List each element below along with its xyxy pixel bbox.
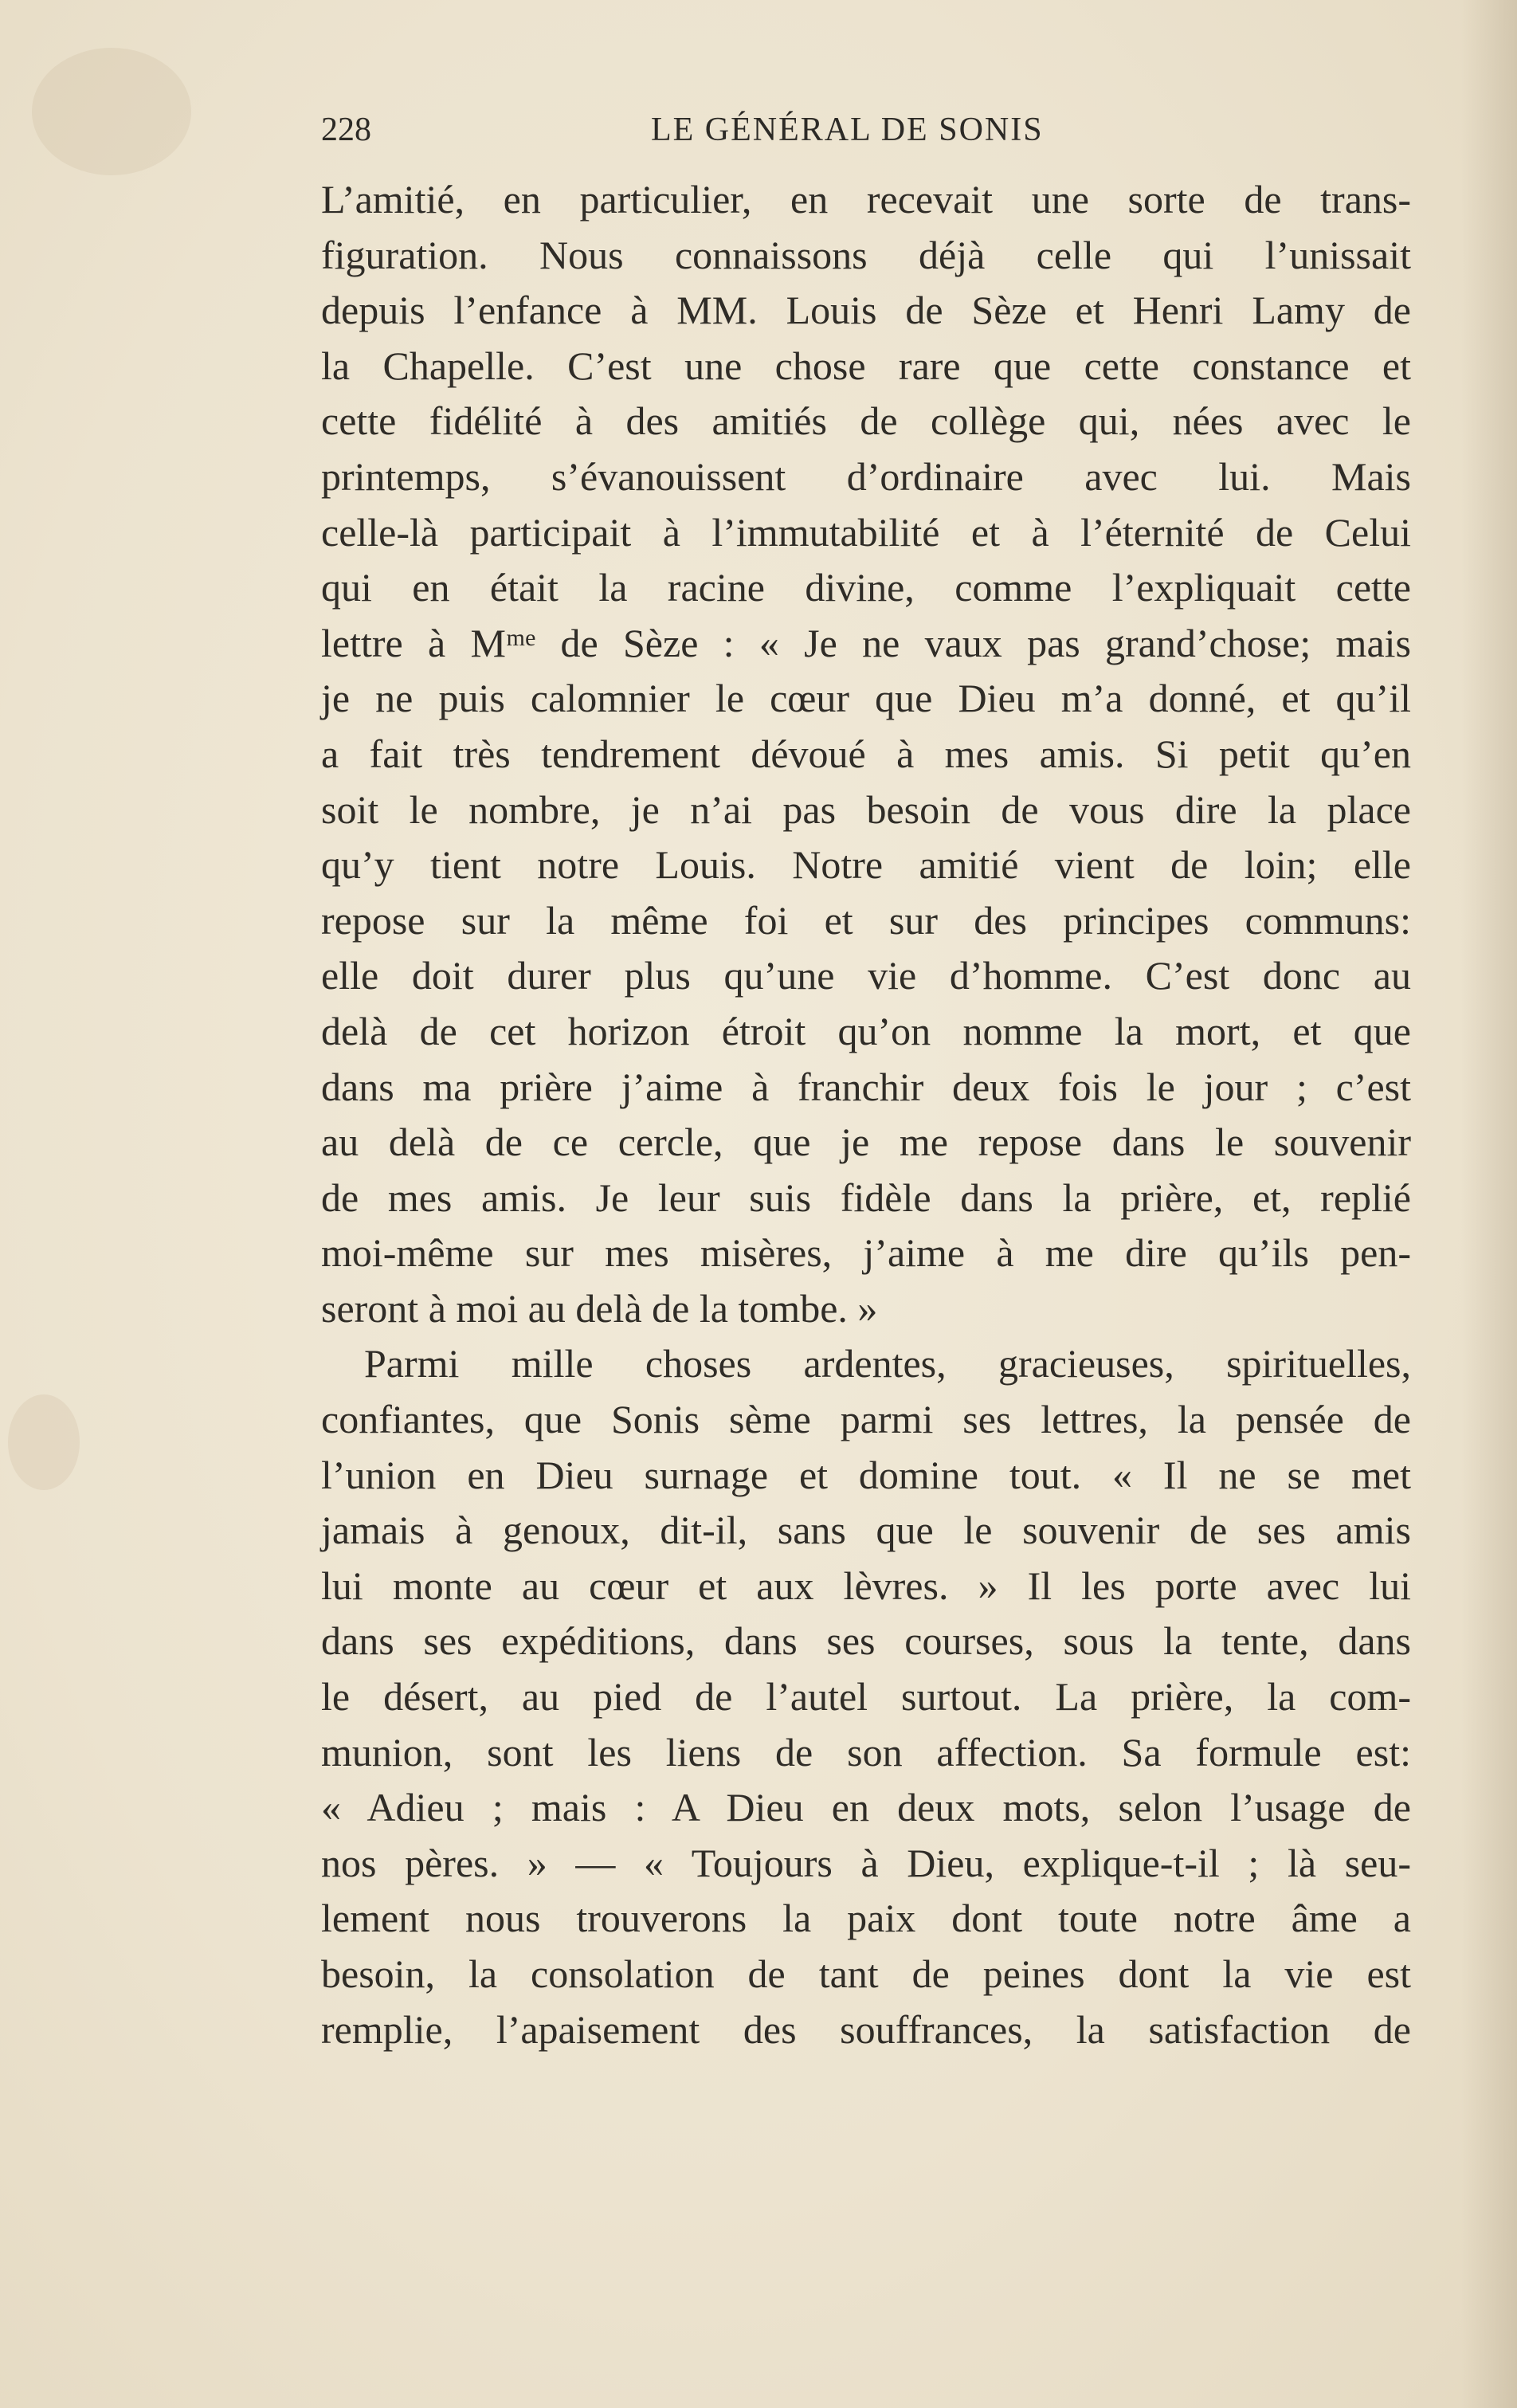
text-line: cette fidélité à des amitiés de collège qui, nées avec le <box>321 398 1411 444</box>
paper-stain <box>8 1394 80 1490</box>
text-line: dans ma prière j’aime à franchir deux fois le jour ; c’est <box>321 1064 1411 1109</box>
text-line: a fait très tendrement dévoué à mes amis. Si petit qu’en <box>321 731 1411 776</box>
text-line: dans ses expéditions, dans ses courses, sous la tente, dans <box>321 1618 1411 1664</box>
paper-stain <box>32 48 191 175</box>
text-line: lement nous trouverons la paix dont toute notre âme a <box>321 1896 1411 1941</box>
text-line: lettre à Mᵐᵉ de Sèze : « Je ne vaux pas grand’chose; mais <box>321 620 1411 665</box>
body-text <box>321 172 1411 2057</box>
text-line: je ne puis calomnier le cœur que Dieu m’a donné, et qu’il <box>321 676 1411 721</box>
text-line: repose sur la même foi et sur des principes communs: <box>321 897 1411 943</box>
text-line: jamais à genoux, dit-il, sans que le souvenir de ses amis <box>321 1508 1411 1553</box>
text-line: qui en était la racine divine, comme l’expliquait cette <box>321 565 1411 610</box>
text-line: elle doit durer plus qu’une vie d’homme. C’est donc au <box>321 953 1411 998</box>
text-line: « Adieu ; mais : A Dieu en deux mots, selon l’usage de <box>321 1785 1411 1830</box>
text-line: moi-même sur mes misères, j’aime à me dire qu’ils pen- <box>321 1230 1411 1276</box>
text-line: de mes amis. Je leur suis fidèle dans la prière, et, replié <box>321 1175 1411 1220</box>
text-line: celle-là participait à l’immutabilité et à l’éternité de Celui <box>321 509 1411 555</box>
text-line: la Chapelle. C’est une chose rare que cette constance et <box>321 343 1411 388</box>
running-title: LE GÉNÉRAL DE SONIS <box>651 112 1044 148</box>
text-line: au delà de ce cercle, que je me repose dans le souvenir <box>321 1120 1411 1165</box>
text-line: lui monte au cœur et aux lèvres. » Il les porte avec lui <box>321 1563 1411 1608</box>
text-line: figuration. Nous connaissons déjà celle qui l’unissait <box>321 232 1411 277</box>
text-line: munion, sont les liens de son affection. Sa formule est: <box>321 1729 1411 1775</box>
text-line: printemps, s’évanouissent d’ordinaire avec lui. Mais <box>321 453 1411 499</box>
text-line: L’amitié, en particulier, en recevait une sorte de trans- <box>321 177 1411 222</box>
text-line: confiantes, que Sonis sème parmi ses lettres, la pensée de <box>321 1397 1411 1442</box>
text-line: remplie, l’apaisement des souffrances, la satisfaction de <box>321 2006 1411 2052</box>
text-line: le désert, au pied de l’autel surtout. La prière, la com- <box>321 1674 1411 1720</box>
text-line: nos pères. » — « Toujours à Dieu, explique-t-il ; là seu- <box>321 1840 1411 1885</box>
running-header <box>321 102 1411 158</box>
text-line: Parmi mille choses ardentes, gracieuses, spirituelles, <box>364 1341 1411 1386</box>
text-line: depuis l’enfance à MM. Louis de Sèze et Henri Lamy de <box>321 288 1411 333</box>
page-number: 228 <box>321 112 371 148</box>
text-line: qu’y tient notre Louis. Notre amitié vient de loin; elle <box>321 842 1411 888</box>
text-line: besoin, la consolation de tant de peines dont la vie est <box>321 1951 1411 1996</box>
text-line: seront à moi au delà de la tombe. » <box>321 1285 878 1331</box>
page-edge-shadow <box>1461 0 1517 2408</box>
text-line: l’union en Dieu surnage et domine tout. « Il ne se met <box>321 1452 1411 1497</box>
text-line: delà de cet horizon étroit qu’on nomme la mort, et que <box>321 1008 1411 1053</box>
text-line: soit le nombre, je n’ai pas besoin de vous dire la place <box>321 786 1411 832</box>
